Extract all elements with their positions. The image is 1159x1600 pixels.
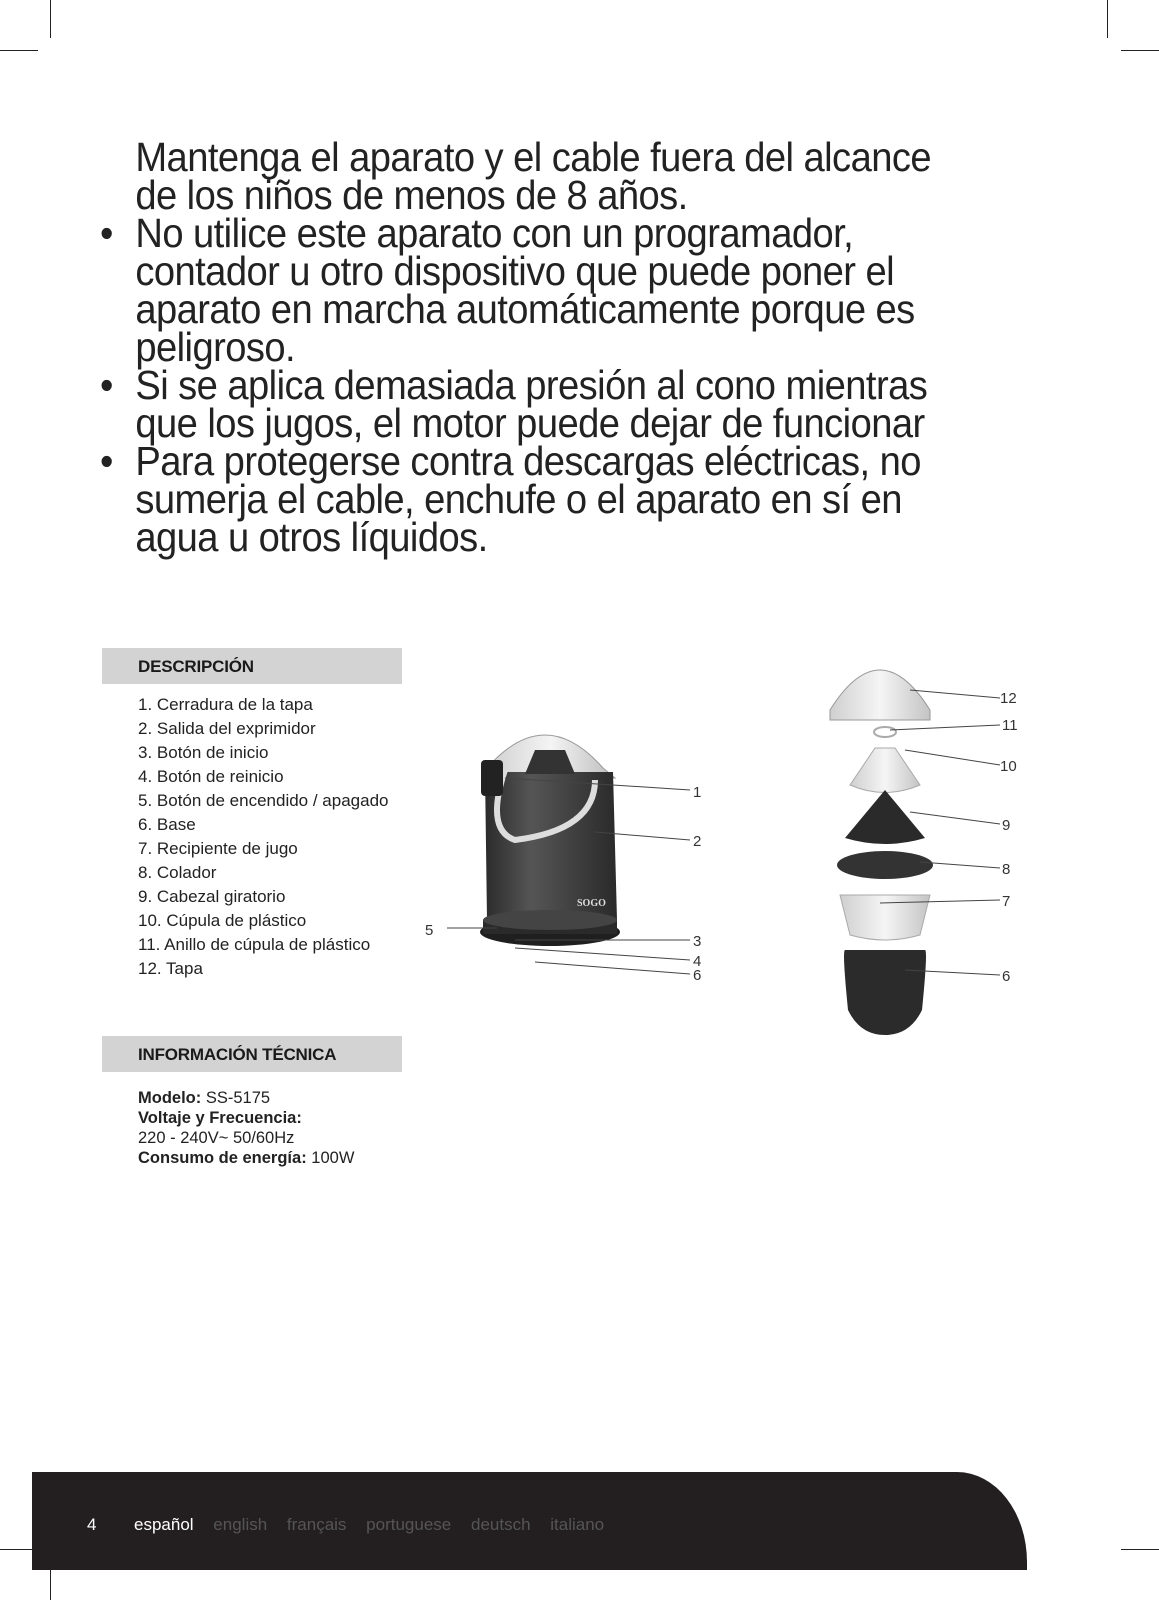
- juicer-assembled-illustration: [425, 710, 735, 1000]
- language-french[interactable]: français: [286, 1515, 347, 1534]
- list-item: 9. Cabezal giratorio: [138, 887, 286, 906]
- callout-label: 6: [1002, 968, 1011, 985]
- page-number: 4: [87, 1515, 97, 1534]
- voltage-label: Voltaje y Frecuencia:: [138, 1109, 302, 1127]
- bullet-glyph: •: [100, 210, 113, 256]
- list-item: 3. Botón de inicio: [138, 743, 269, 762]
- crop-mark: [0, 50, 38, 51]
- callout-label: 7: [1002, 893, 1011, 910]
- continuation-paragraph: [100, 134, 1030, 218]
- text-line: agua u otros líquidos.: [135, 514, 488, 560]
- strainer-shape: [837, 851, 933, 879]
- callout-label: 10: [1000, 758, 1017, 775]
- cone-shape: [845, 790, 925, 844]
- text-line: que los jugos, el motor puede dejar de funcionar: [135, 400, 925, 446]
- dome-shape: [850, 748, 920, 793]
- language-italian[interactable]: italiano: [550, 1515, 605, 1534]
- bullet-item: [100, 210, 1030, 370]
- power-value: 100W: [311, 1149, 355, 1167]
- list-item: 6. Base: [138, 815, 196, 834]
- language-list: [134, 1515, 619, 1535]
- footer-bar: [32, 1472, 1027, 1570]
- lid-shape: [830, 670, 930, 720]
- crop-mark: [50, 0, 51, 38]
- text-line: aparato en marcha automáticamente porque es: [135, 286, 915, 332]
- callout-label: 6: [693, 967, 702, 984]
- text-line: de los niños de menos de 8 años.: [135, 172, 688, 218]
- list-item: 1. Cerradura de la tapa: [138, 695, 313, 714]
- callout-label: 5: [425, 922, 434, 939]
- voltage-value: 220 - 240V~ 50/60Hz: [138, 1129, 295, 1147]
- list-item: 7. Recipiente de jugo: [138, 839, 298, 858]
- tech-info-block: [138, 1088, 354, 1168]
- voltage-row: [138, 1108, 354, 1128]
- text-line: contador u otro dispositivo que puede poner el: [135, 248, 895, 294]
- callout-label: 3: [693, 933, 702, 950]
- callout-label: 9: [1002, 817, 1011, 834]
- text-line: Mantenga el aparato y el cable fuera del alcance: [135, 134, 932, 180]
- language-german[interactable]: deutsch: [470, 1515, 531, 1534]
- bullet-item: [100, 438, 1030, 560]
- list-item: 2. Salida del exprimidor: [138, 719, 316, 738]
- callout-label: 8: [1002, 861, 1011, 878]
- callout-label: 1: [693, 784, 702, 801]
- callout-label: 11: [1002, 717, 1018, 734]
- text-line: sumerja el cable, enchufe o el aparato en sí en: [135, 476, 902, 522]
- model-row: [138, 1088, 354, 1108]
- text-line: peligroso.: [135, 324, 296, 370]
- brand-label: SOGO: [577, 898, 606, 909]
- crop-mark: [1121, 50, 1159, 51]
- language-spanish[interactable]: español: [134, 1515, 194, 1534]
- list-item: 8. Colador: [138, 863, 217, 882]
- language-english[interactable]: english: [213, 1515, 268, 1534]
- list-item: 11. Anillo de cúpula de plástico: [138, 935, 371, 954]
- section-title: INFORMACIÓN TÉCNICA: [138, 1045, 337, 1064]
- text-line: Para protegerse contra descargas eléctricas, no: [135, 438, 921, 484]
- juicer-body: [480, 735, 620, 946]
- bullet-item: [100, 362, 1030, 446]
- tech-info-header: [102, 1036, 402, 1072]
- section-title: DESCRIPCIÓN: [138, 657, 254, 676]
- safety-text: [100, 134, 1030, 560]
- crop-mark: [1121, 1549, 1159, 1550]
- list-item: 10. Cúpula de plástico: [138, 911, 307, 930]
- description-header: [102, 648, 402, 684]
- callout-label: 12: [1000, 690, 1017, 707]
- text-line: No utilice este aparato con un programador,: [135, 210, 854, 256]
- list-item: 4. Botón de reinicio: [138, 767, 284, 786]
- model-label: Modelo:: [138, 1089, 202, 1107]
- list-item: 12. Tapa: [138, 959, 203, 978]
- power-label: Consumo de energía:: [138, 1149, 307, 1167]
- juicer-exploded-illustration: [820, 650, 1050, 1060]
- text-line: Si se aplica demasiada presión al cono mientras: [135, 362, 928, 408]
- list-item: 5. Botón de encendido / apagado: [138, 791, 389, 810]
- crop-mark: [1107, 0, 1108, 38]
- callout-label: 4: [693, 953, 702, 970]
- model-value: SS-5175: [205, 1089, 271, 1107]
- power-row: [138, 1148, 354, 1168]
- callout-label: 2: [693, 833, 702, 850]
- bullet-glyph: •: [100, 438, 113, 484]
- bullet-glyph: •: [100, 362, 113, 408]
- base-shape: [844, 950, 926, 1035]
- ring-shape: [874, 727, 896, 737]
- parts-list: [138, 693, 389, 981]
- language-portuguese[interactable]: portuguese: [366, 1515, 452, 1534]
